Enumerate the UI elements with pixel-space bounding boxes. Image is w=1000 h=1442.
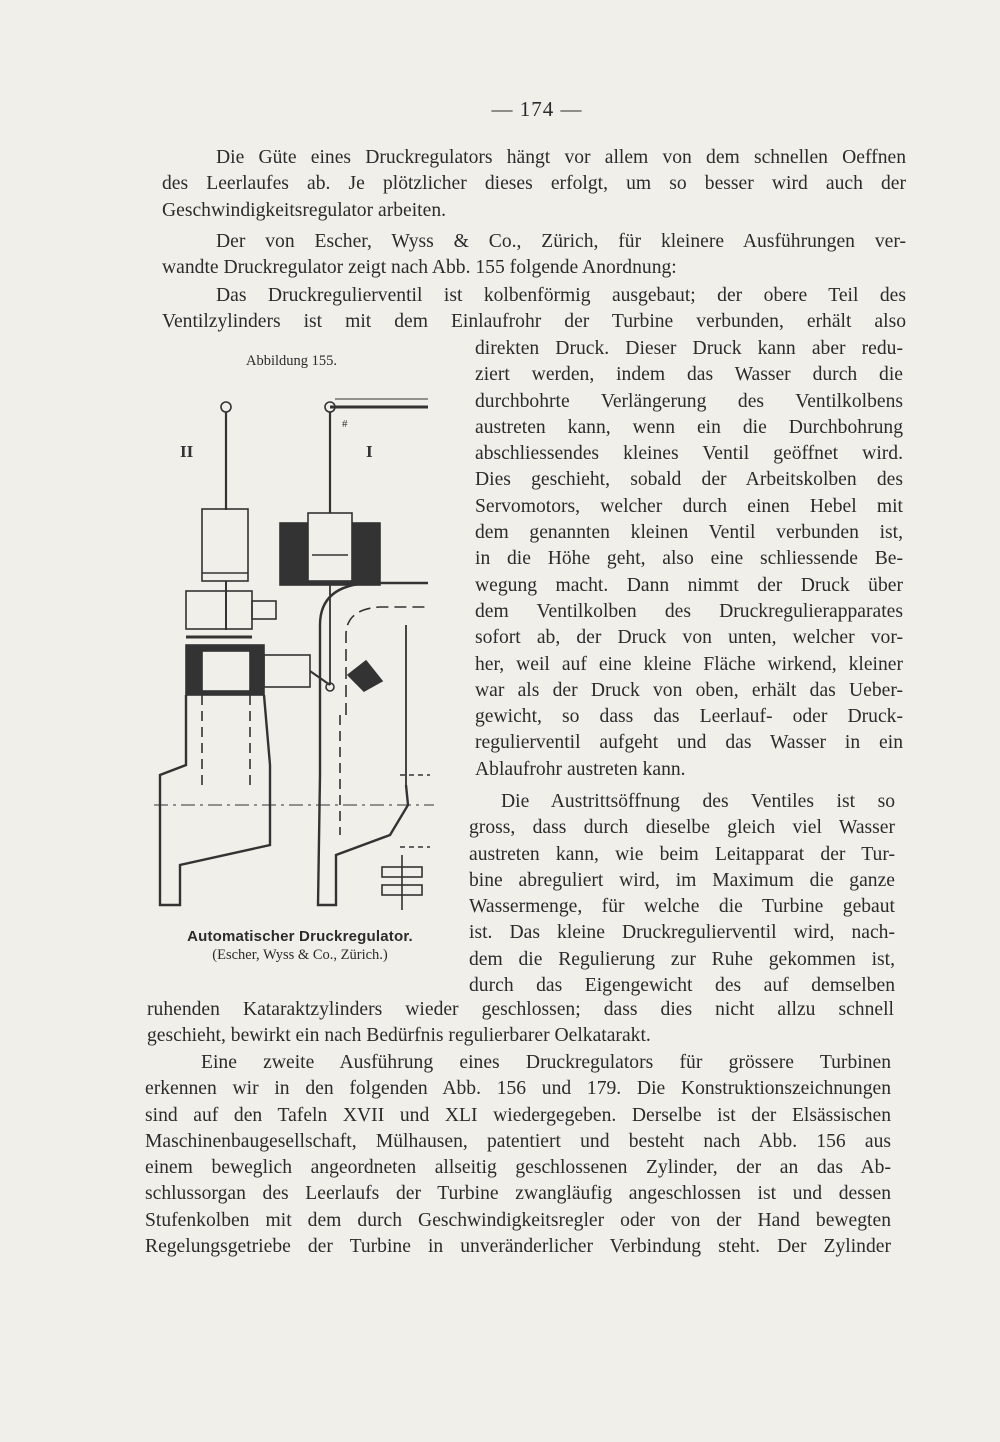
text-line: gross, dass durch dieselbe gleich viel Wasser	[469, 817, 895, 839]
text-line: austreten kann, wie beim Leitapparat der Tur-	[469, 843, 895, 865]
left-casing-hidden	[202, 695, 250, 785]
paragraph-3	[162, 283, 906, 336]
text-line: geschieht, bewirkt ein nach Bedürfnis regulierbarer Oelkatarakt.	[147, 1025, 651, 1047]
paragraph-2	[162, 229, 906, 282]
text-line: Regelungsgetriebe der Turbine in unveränderlicher Verbindung steht. Der Zylinder	[145, 1236, 891, 1258]
text-line: durch das Eigengewicht des auf demselben	[469, 975, 895, 997]
paragraph-4	[147, 997, 894, 1050]
text-line: gewicht, so dass das Leerlauf- oder Druck-	[475, 706, 903, 728]
text-line: Ablaufrohr austreten kann.	[475, 758, 686, 780]
pivot-left	[221, 402, 231, 412]
text-line: austreten kann, wenn ein die Durchbohrung	[475, 416, 903, 438]
text-line: schlussorgan des Leerlaufs der Turbine zwangläufig angeschlossen ist und dessen	[145, 1183, 891, 1205]
text-line: Das Druckregulierventil ist kolbenförmig ausgebaut; der obere Teil des	[216, 285, 906, 306]
text-line: regulierventil aufgeht und das Wasser in ein	[475, 732, 903, 754]
text-line: direkten Druck. Dieser Druck kann aber redu-	[475, 338, 903, 359]
text-line: sofort ab, der Druck von unten, welcher vor-	[475, 627, 903, 649]
text-line: abschliessendes kleines Ventil geöffnet wird.	[475, 443, 903, 465]
text-line: bine abreguliert wird, im Maximum die ganze	[469, 869, 895, 891]
text-line: ist. Das kleine Druckregulierventil wird, nach-	[469, 922, 895, 944]
valve-port	[252, 601, 276, 619]
text-line: Die Güte eines Druckregulators hängt vor allem von dem schnellen Oeffnen	[216, 147, 906, 168]
inlet-elbow-inner	[346, 607, 428, 715]
text-line: Maschinenbaugesellschaft, Mülhausen, patentiert und besteht nach Abb. 156 aus	[145, 1130, 891, 1152]
text-line: Dies geschieht, sobald der Arbeitskolben des	[475, 469, 903, 491]
valve-chamber	[202, 651, 250, 691]
throttle-valve	[348, 661, 382, 691]
text-line: her, weil auf eine kleine Fläche wirkend, kleiner	[475, 653, 903, 675]
text-line: Ventilzylinders ist mit dem Einlaufrohr der Turbine verbunden, erhält also	[162, 311, 906, 333]
text-line: wegung macht. Dann nimmt der Druck über	[475, 574, 903, 596]
paragraph-4-column	[469, 789, 895, 999]
paragraph-3-column	[475, 336, 903, 783]
figure-caption-source: (Escher, Wyss & Co., Zürich.)	[212, 947, 388, 963]
text-line: durchbohrte Verlängerung des Ventilkolbens	[475, 390, 903, 412]
text-line: dem Ventilkolben des Druckregulierapparates	[475, 600, 903, 622]
text-line: Stufenkolben mit dem durch Geschwindigkeitsregler oder von der Hand bewegten	[145, 1209, 891, 1231]
text-line: erkennen wir in den folgenden Abb. 156 und 179. Die Konstruktionszeichnungen	[145, 1078, 891, 1100]
text-line: Wassermenge, für welche die Turbine gebaut	[469, 896, 895, 918]
text-line: des Leerlaufes ab. Je plötzlicher dieses erfolgt, um so besser wird auch der	[162, 173, 906, 195]
mark-small: #	[342, 418, 348, 430]
text-line: war als der Druck von oben, erhält das Ueber-	[475, 679, 903, 701]
text-line: einem beweglich angeordneten allseitig geschlossenen Zylinder, der an das Ab-	[145, 1157, 891, 1179]
mark-right: I	[366, 442, 373, 461]
text-line: in die Höhe geht, also eine schliessende Be-	[475, 548, 903, 570]
figure-caption	[150, 928, 450, 964]
mark-left: II	[180, 442, 194, 461]
paragraph-1	[162, 145, 906, 224]
pressure-regulator-drawing	[150, 385, 440, 915]
text-line: wandte Druckregulator zeigt nach Abb. 155 folgende Anordnung:	[162, 257, 677, 279]
text-line: Der von Escher, Wyss & Co., Zürich, für kleinere Ausführungen ver-	[216, 231, 906, 252]
bypass-pipe	[264, 655, 310, 687]
text-line: dem genannten kleinen Ventil verbunden ist,	[475, 522, 903, 544]
text-line: ruhenden Kataraktzylinders wieder geschlossen; dass dies nicht allzu schnell	[147, 999, 894, 1020]
text-line: Geschwindigkeitsregulator arbeiten.	[162, 199, 447, 221]
text-line: Servomotors, welcher durch einen Hebel mit	[475, 495, 903, 517]
text-line: Eine zweite Ausführung eines Druckregulators für grössere Turbinen	[201, 1052, 891, 1073]
left-casing	[160, 695, 270, 905]
text-line: Die Austrittsöffnung des Ventiles ist so	[501, 791, 895, 812]
text-line: sind auf den Tafeln XVII und XLI wiedergegeben. Derselbe ist der Elsässischen	[145, 1104, 891, 1126]
page-number: — 174 —	[491, 97, 583, 121]
text-line: dem die Regulierung zur Ruhe gekommen ist,	[469, 948, 895, 970]
figure-label: Abbildung 155.	[246, 353, 338, 369]
cataract-cylinder	[308, 513, 352, 581]
inlet-elbow-outer	[320, 583, 428, 715]
servo-cylinder	[202, 509, 248, 581]
figure-caption-title: Automatischer Druckregulator.	[187, 928, 413, 945]
paragraph-5	[145, 1050, 891, 1260]
text-line: ziert werden, indem das Wasser durch die	[475, 364, 903, 386]
valve-top	[186, 591, 252, 629]
